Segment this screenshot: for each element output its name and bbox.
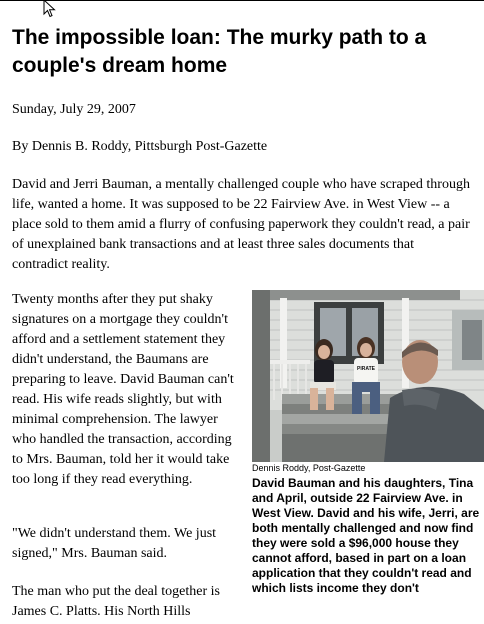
shirt-text: PIRATE: [357, 366, 375, 372]
paragraph-platts: The man who put the deal together is James C. Platts. His North Hills: [12, 584, 220, 619]
article-headline: The impossible loan: The murky path to a couple's dream home: [12, 26, 427, 77]
paragraph-twenty-months: Twenty months after they put shaky signatures on a mortgage they couldn't afford and a settlement statement they didn't understand, the Baumans are preparing to leave. David Bauman can't read. His wife reads slightly, but with minimal comprehension. The lawyer who handled the transaction, according to Mrs. Bauman, told her it would take too long if they read everything.: [12, 292, 234, 487]
mouse-pointer-icon: [43, 0, 57, 18]
paragraph-intro: David and Jerri Bauman, a mentally challenged couple who have scraped through life, wanted a home. It was supposed to be 22 Fairview Ave. in West View -- a place sold to them amid a flurry of confusing paperwork they couldn't read, a pair of unexplained bank transactions and at least three sales documents that contradict reality.: [12, 177, 470, 272]
paragraph-quote: "We didn't understand them. We just signed," Mrs. Bauman said.: [12, 526, 217, 561]
article-byline: By Dennis B. Roddy, Pittsburgh Post-Gazette: [12, 139, 268, 154]
article-date: Sunday, July 29, 2007: [12, 102, 136, 117]
article-photo: [252, 290, 484, 462]
photo-credit: Dennis Roddy, Post-Gazette: [252, 463, 366, 473]
window-top-border: [0, 0, 484, 1]
photo-caption: David Bauman and his daughters, Tina and April, outside 22 Fairview Ave. in West View. David and his wife, Jerri, are both mentally challenged and now find they were sold a $96,000 house they cannot afford, based in part on a loan application that they couldn't read and which lists income they don't: [252, 476, 480, 595]
